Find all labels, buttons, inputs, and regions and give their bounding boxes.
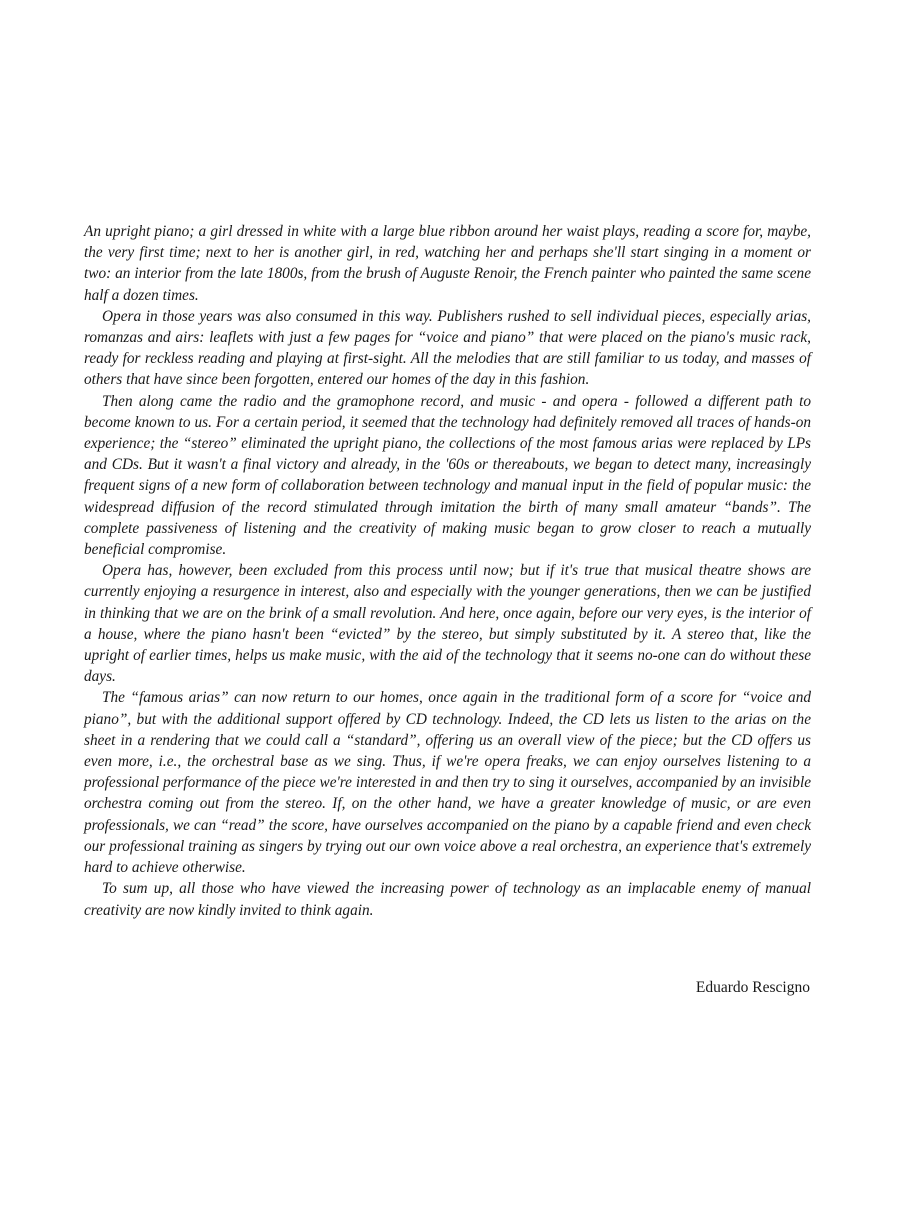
paragraph-2: Opera in those years was also consumed in this way. Publishers rushed to sell individual pieces, especially arias, romanzas and airs: leaflets with just a few pages for “voice and piano” that were placed on the piano's music rack, ready for reckless reading and playing at first-sight. All the melodies that are still familiar to us today, and masses of others that have since been forgotten, entered our homes of the day in this fashion.: [84, 307, 811, 389]
paragraph-5: The “famous arias” can now return to our homes, once again in the traditional form of a score for “voice and piano”, but with the additional support offered by CD technology. Indeed, the CD lets us listen to the arias on the sheet in a rendering that we could call a “standard”, offering us an overall view of the piece; but the CD offers us even more, i.e., the orchestral base as we sing. Thus, if we're opera freaks, we can enjoy ourselves listening to a professional performance of the piece we're interested in and then try to sing it ourselves, accompanied by an invisible orchestra coming out from the stereo. If, on the other hand, we have a greater knowledge of music, or are even professionals, we can “read” the score, have ourselves accompanied on the piano by a capable friend and even check our professional training as singers by trying out our own voice above a real orchestra, an experience that's extremely hard to achieve otherwise.: [84, 689, 811, 877]
paragraph-3: Then along came the radio and the gramophone record, and music - and opera - followed a different path to become known to us. For a certain period, it seemed that the technology had definitely removed all traces of hands-on experience; the “stereo” eliminated the upright piano, the collections of the most famous arias were replaced by LPs and CDs. But it wasn't a final victory and already, in the '60s or thereabouts, we began to detect many, increasingly frequent signs of a new form of collaboration between technology and manual input in the field of popular music: the widespread diffusion of the record stimulated through imitation the birth of many small amateur “bands”. The complete passiveness of listening and the creativity of making music began to grow closer to reach a mutually beneficial compromise.: [84, 392, 811, 559]
paragraph-6: To sum up, all those who have viewed the increasing power of technology as an implacable enemy of manual creativity are now kindly invited to think again.: [84, 880, 811, 919]
article-body: [84, 221, 811, 921]
paragraph-1: An upright piano; a girl dressed in white with a large blue ribbon around her waist plays, reading a score for, maybe, the very first time; next to her is another girl, in red, watching her and perhaps she'll start singing in a moment or two: an interior from the late 1800s, from the brush of Auguste Renoir, the French painter who painted the same scene half a dozen times.: [84, 223, 811, 304]
author-signature: Eduardo Rescigno: [695, 979, 810, 996]
paragraph-4: Opera has, however, been excluded from this process until now; but if it's true that musical theatre shows are currently enjoying a resurgence in interest, also and especially with the younger generations, then we can be justified in thinking that we are on the brink of a small revolution. And here, once again, before our very eyes, is the interior of a house, where the piano hasn't been “evicted” by the stereo, but simply substituted by it. A stereo that, like the upright of earlier times, helps us make music, with the aid of the technology that it seems no-one can do without these days.: [84, 562, 811, 686]
